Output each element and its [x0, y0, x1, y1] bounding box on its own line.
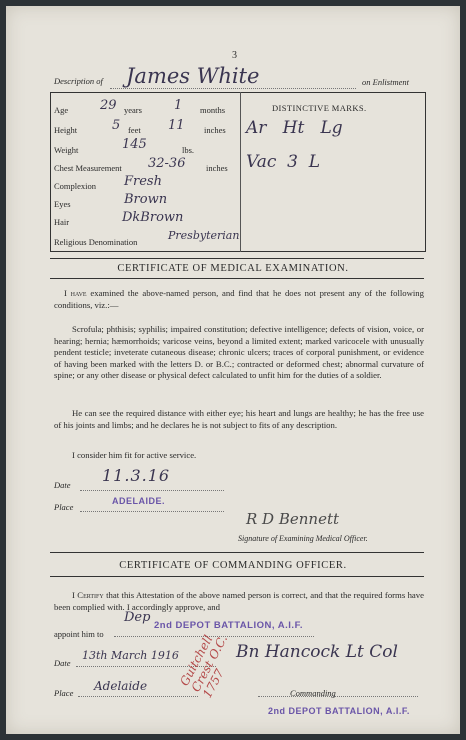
appoint-stamp: 2nd DEPOT BATTALION, A.I.F.: [154, 620, 303, 631]
inches-label: inches: [204, 125, 226, 135]
co-bottom-rule: [50, 576, 424, 577]
medical-date-line: [80, 490, 224, 491]
lbs-label: lbs.: [182, 145, 195, 155]
medical-fit: I consider him fit for active service.: [72, 450, 197, 460]
attestation-page: [6, 6, 460, 734]
name-line: [110, 88, 356, 89]
box-divider: [240, 92, 241, 252]
co-date-value: 13th March 1916: [82, 649, 179, 662]
medical-place-stamp: ADELAIDE.: [112, 496, 166, 506]
chest-value: 32-36: [148, 156, 186, 171]
medical-date-label: Date: [54, 480, 71, 490]
co-place-label: Place: [54, 688, 74, 698]
medical-intro: I have examined the above-named person, and find that he does not present any of the following conditions, viz.:—: [54, 288, 424, 310]
soldier-name: James White: [126, 64, 260, 88]
eyes-label: Eyes: [54, 199, 71, 209]
months-label: months: [200, 105, 226, 115]
co-top-rule: [50, 552, 424, 553]
height-label: Height: [54, 125, 78, 135]
height-inches: 11: [168, 118, 185, 133]
height-feet: 5: [112, 118, 121, 133]
religion-value: Presbyterian: [168, 229, 240, 242]
medical-declaration: He can see the required distance with either eye; his heart and lungs are healthy; he has the free use of his joints and limbs; and he declares he is not subject to fits of any description.: [54, 408, 424, 430]
complexion-label: Complexion: [54, 181, 97, 191]
chest-inches-label: inches: [206, 163, 228, 173]
hair-value: DkBrown: [122, 210, 184, 225]
chest-label: Chest Measurement: [54, 163, 122, 173]
medical-title: CERTIFICATE OF MEDICAL EXAMINATION.: [117, 263, 349, 274]
commanding-stamp: 2nd DEPOT BATTALION, A.I.F.: [268, 706, 410, 716]
appoint-handwritten: Dep: [124, 610, 151, 625]
age-label: Age: [54, 105, 69, 115]
commanding-label: Commanding: [290, 688, 336, 698]
religion-label: Religious Denomination: [54, 237, 138, 247]
complexion-value: Fresh: [124, 174, 162, 189]
appoint-label: appoint him to: [54, 629, 104, 639]
page-number: 3: [232, 50, 237, 61]
red-annotation: Guitchell Crest O.C. 1757: [177, 632, 231, 701]
co-title: CERTIFICATE OF COMMANDING OFFICER.: [119, 560, 347, 571]
co-place-value: Adelaide: [94, 679, 148, 693]
eyes-value: Brown: [124, 192, 168, 207]
medical-date-value: 11.3.16: [102, 466, 171, 485]
feet-label: feet: [128, 125, 141, 135]
weight-value: 145: [122, 137, 147, 152]
medical-place-label: Place: [54, 502, 74, 512]
weight-label: Weight: [54, 145, 79, 155]
enlistment-label: on Enlistment: [362, 77, 409, 87]
description-label: Description of: [54, 76, 103, 86]
commanding-line: [258, 696, 418, 697]
medical-top-rule: [50, 258, 424, 259]
signature-label: Signature of Examining Medical Officer.: [238, 534, 368, 543]
medical-conditions: Scrofula; phthisis; syphilis; impaired constitution; defective intelligence; defects of vision, voice, or hearing; hernia; hæmorrhoids; varicose veins, beyond a limited extent; marked varicocele with unusually pendent testicle; inveterate cutaneous disease; chronic ulcers; traces of corporal punishment, or evidence of having been marked with the letters D. or B.C.; contracted or deformed chest; abnormal curvature of spine; or any other disease or physical defect calculated to unfit him for the duties of a soldier.: [54, 324, 424, 381]
co-place-line: [78, 696, 198, 697]
medical-officer-signature: R D Bennett: [246, 510, 340, 528]
distinctive-marks-title: DISTINCTIVE MARKS.: [272, 103, 367, 113]
age-months: 1: [174, 98, 183, 113]
co-date-label: Date: [54, 658, 71, 668]
medical-place-line: [80, 511, 224, 512]
hair-label: Hair: [54, 217, 70, 227]
marks-line-2: Vac 3 L: [246, 152, 321, 172]
co-signature: Bn Hancock Lt Col: [236, 642, 398, 662]
years-label: years: [124, 105, 142, 115]
co-certify: I Certify that this Attestation of the above named person is correct, and that the required forms have been complied with. I accordingly approve, and: [54, 590, 424, 612]
marks-line-1: Ar Ht Lg: [246, 118, 343, 138]
age-years: 29: [100, 98, 117, 113]
medical-bottom-rule: [50, 278, 424, 279]
